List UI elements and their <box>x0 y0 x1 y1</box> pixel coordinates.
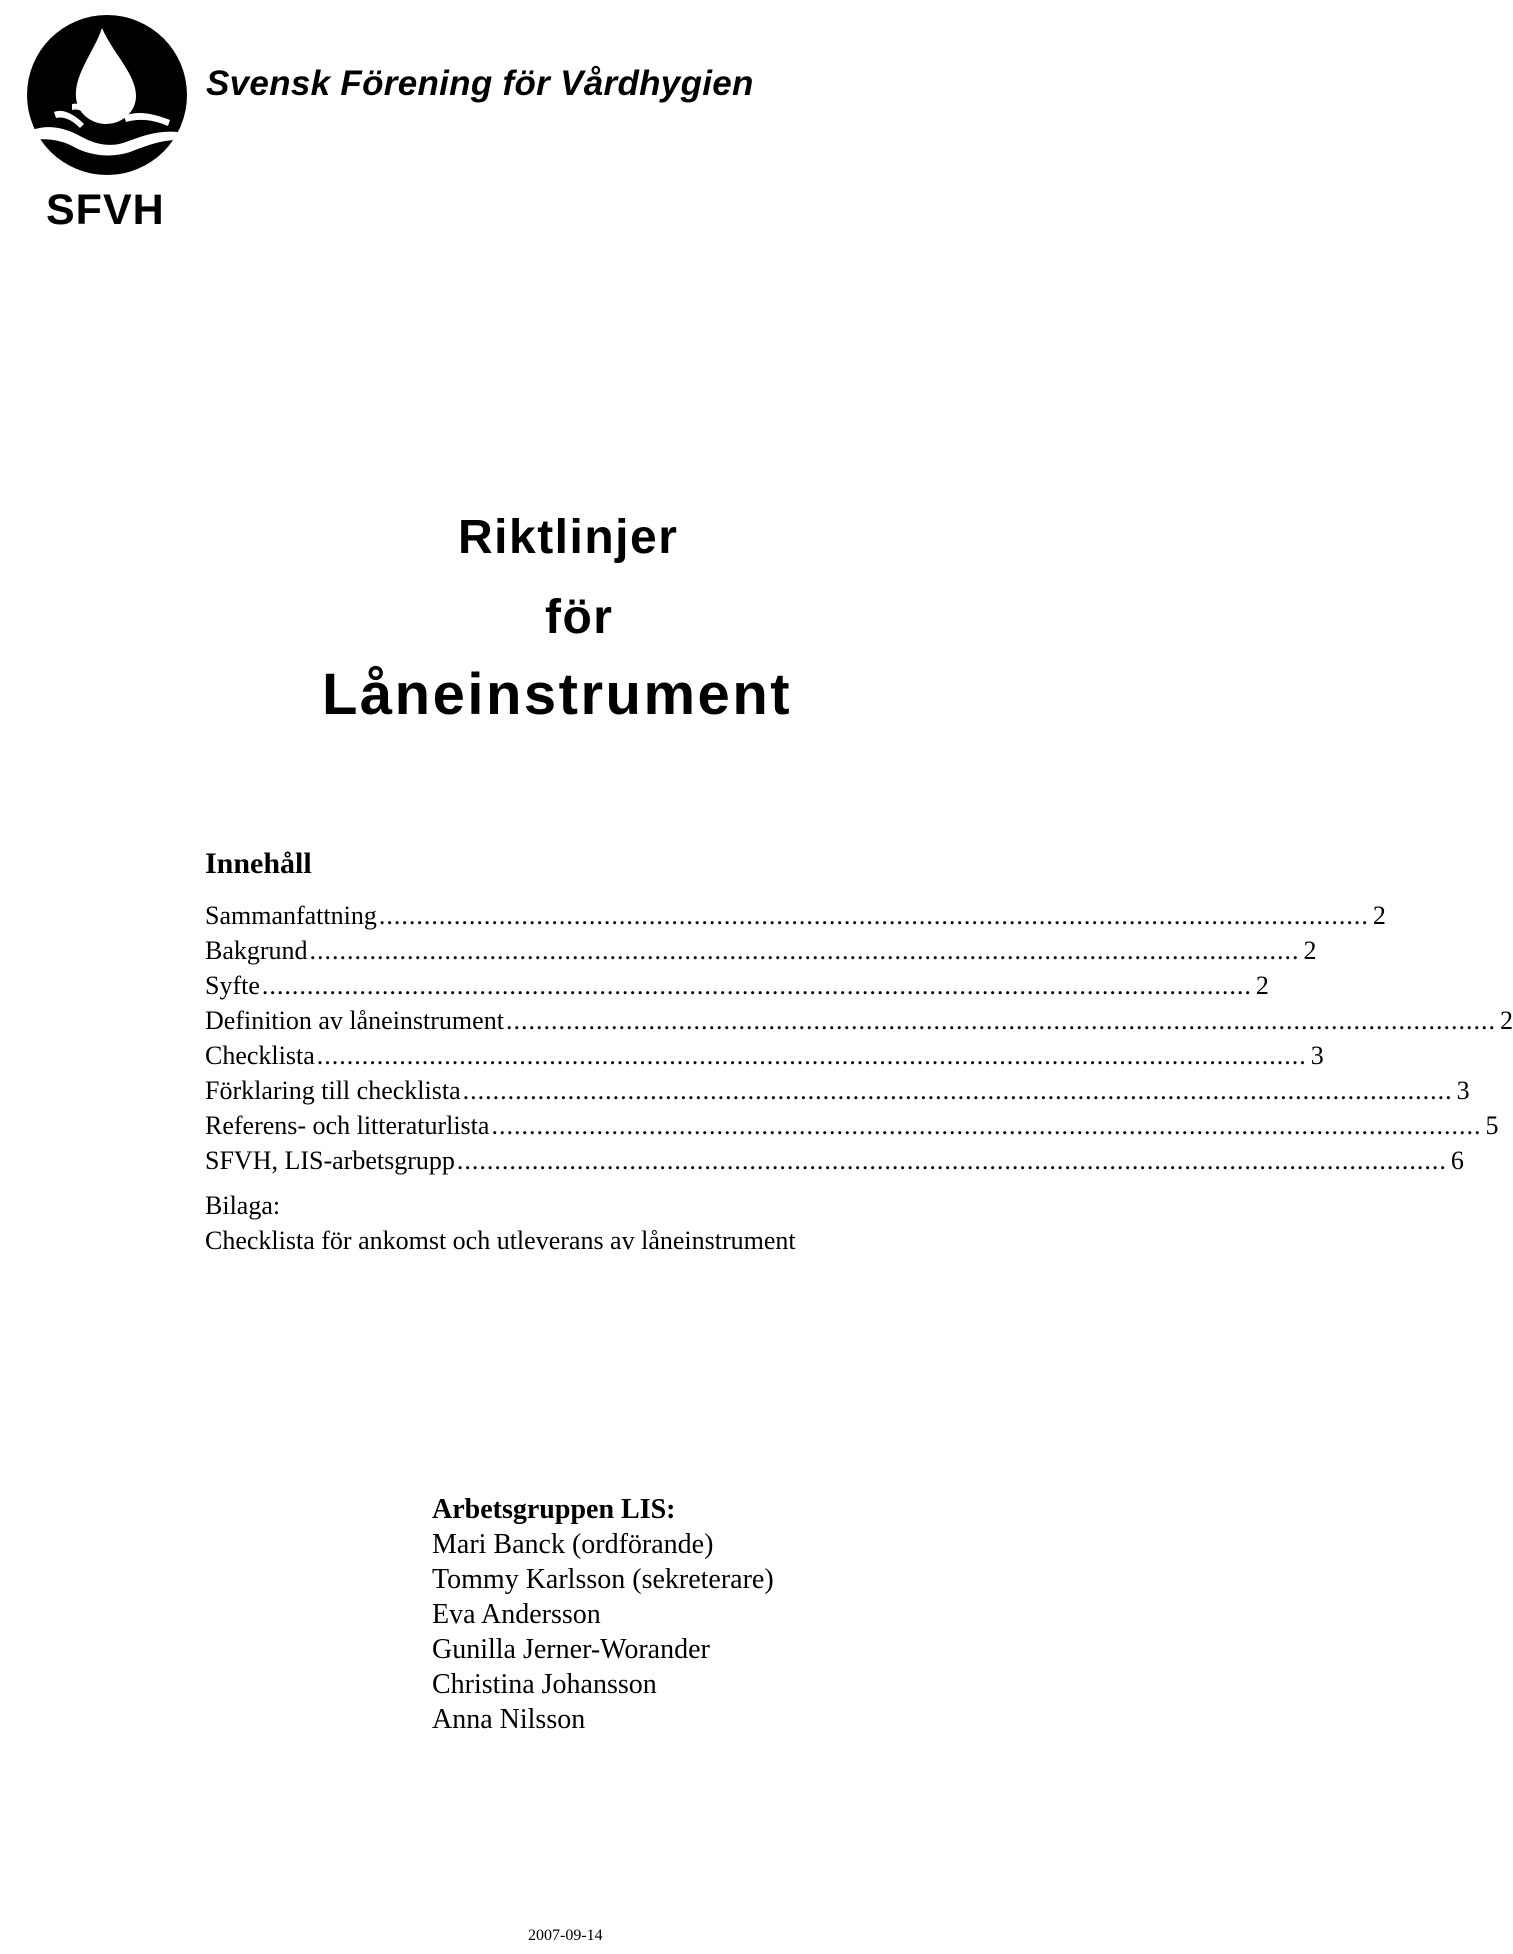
table-of-contents <box>205 846 1513 1258</box>
toc-entry-label: Referens- och litteraturlista <box>205 1111 490 1140</box>
toc-leader-dots: .................................................................................................................................... <box>456 1146 1447 1175</box>
toc-entry[interactable] <box>205 1073 1470 1108</box>
title-line-2: för <box>545 591 614 644</box>
water-drop-hand-icon <box>14 12 200 178</box>
toc-entry[interactable] <box>205 1038 1324 1073</box>
group-member: Christina Johansson <box>432 1669 657 1700</box>
toc-entry-label: Sammanfattning <box>205 901 377 930</box>
toc-entry-page: 3 <box>1310 1041 1324 1070</box>
toc-entry-label: Bakgrund <box>205 936 308 965</box>
toc-entry[interactable] <box>205 968 1269 1003</box>
toc-entry[interactable] <box>205 1143 1464 1178</box>
group-member: Eva Andersson <box>432 1599 601 1630</box>
toc-entry-page: 2 <box>1255 971 1269 1000</box>
toc-entry-page: 6 <box>1450 1146 1464 1175</box>
appendix-title: Checklista för ankomst och utleverans av låneinstrument <box>205 1226 796 1255</box>
toc-entry[interactable] <box>205 898 1386 933</box>
toc-entry-label: Syfte <box>205 971 260 1000</box>
toc-entry[interactable] <box>205 1003 1513 1038</box>
toc-entry-page: 2 <box>1303 936 1317 965</box>
toc-heading: Innehåll <box>205 847 312 880</box>
toc-list <box>205 898 1513 1178</box>
title-line-3: Låneinstrument <box>322 662 793 727</box>
group-member: Mari Banck (ordförande) <box>432 1529 714 1560</box>
toc-entry-page: 2 <box>1372 901 1386 930</box>
toc-leader-dots: .................................................................................................................................... <box>261 971 1252 1000</box>
page-header <box>0 0 860 240</box>
toc-leader-dots: .................................................................................................................................... <box>309 936 1300 965</box>
working-group <box>432 1492 902 1737</box>
toc-leader-dots: .................................................................................................................................... <box>316 1041 1307 1070</box>
group-member: Tommy Karlsson (sekreterare) <box>432 1564 774 1595</box>
title-line-1: Riktlinjer <box>458 511 679 564</box>
toc-leader-dots: .................................................................................................................................... <box>491 1111 1482 1140</box>
logo-abbreviation: SFVH <box>46 186 165 234</box>
toc-leader-dots: .................................................................................................................................... <box>505 1006 1496 1035</box>
document-date: 2007-09-14 <box>528 1927 603 1944</box>
toc-entry[interactable] <box>205 933 1317 968</box>
toc-entry-label: Förklaring till checklista <box>205 1076 461 1105</box>
toc-leader-dots: .................................................................................................................................... <box>462 1076 1453 1105</box>
group-member: Gunilla Jerner-Worander <box>432 1634 710 1665</box>
toc-entry[interactable] <box>205 1108 1499 1143</box>
group-member: Anna Nilsson <box>432 1704 586 1735</box>
toc-entry-label: Definition av låneinstrument <box>205 1006 504 1035</box>
toc-entry-page: 5 <box>1485 1111 1499 1140</box>
toc-entry-page: 3 <box>1456 1076 1470 1105</box>
appendix-label: Bilaga: <box>205 1191 281 1220</box>
toc-entry-label: SFVH, LIS-arbetsgrupp <box>205 1146 455 1175</box>
working-group-heading: Arbetsgruppen LIS: <box>432 1494 676 1525</box>
toc-entry-label: Checklista <box>205 1041 315 1070</box>
organization-name: Svensk Förening för Vårdhygien <box>206 64 754 103</box>
toc-entry-page: 2 <box>1499 1006 1513 1035</box>
toc-leader-dots: .................................................................................................................................... <box>378 901 1369 930</box>
